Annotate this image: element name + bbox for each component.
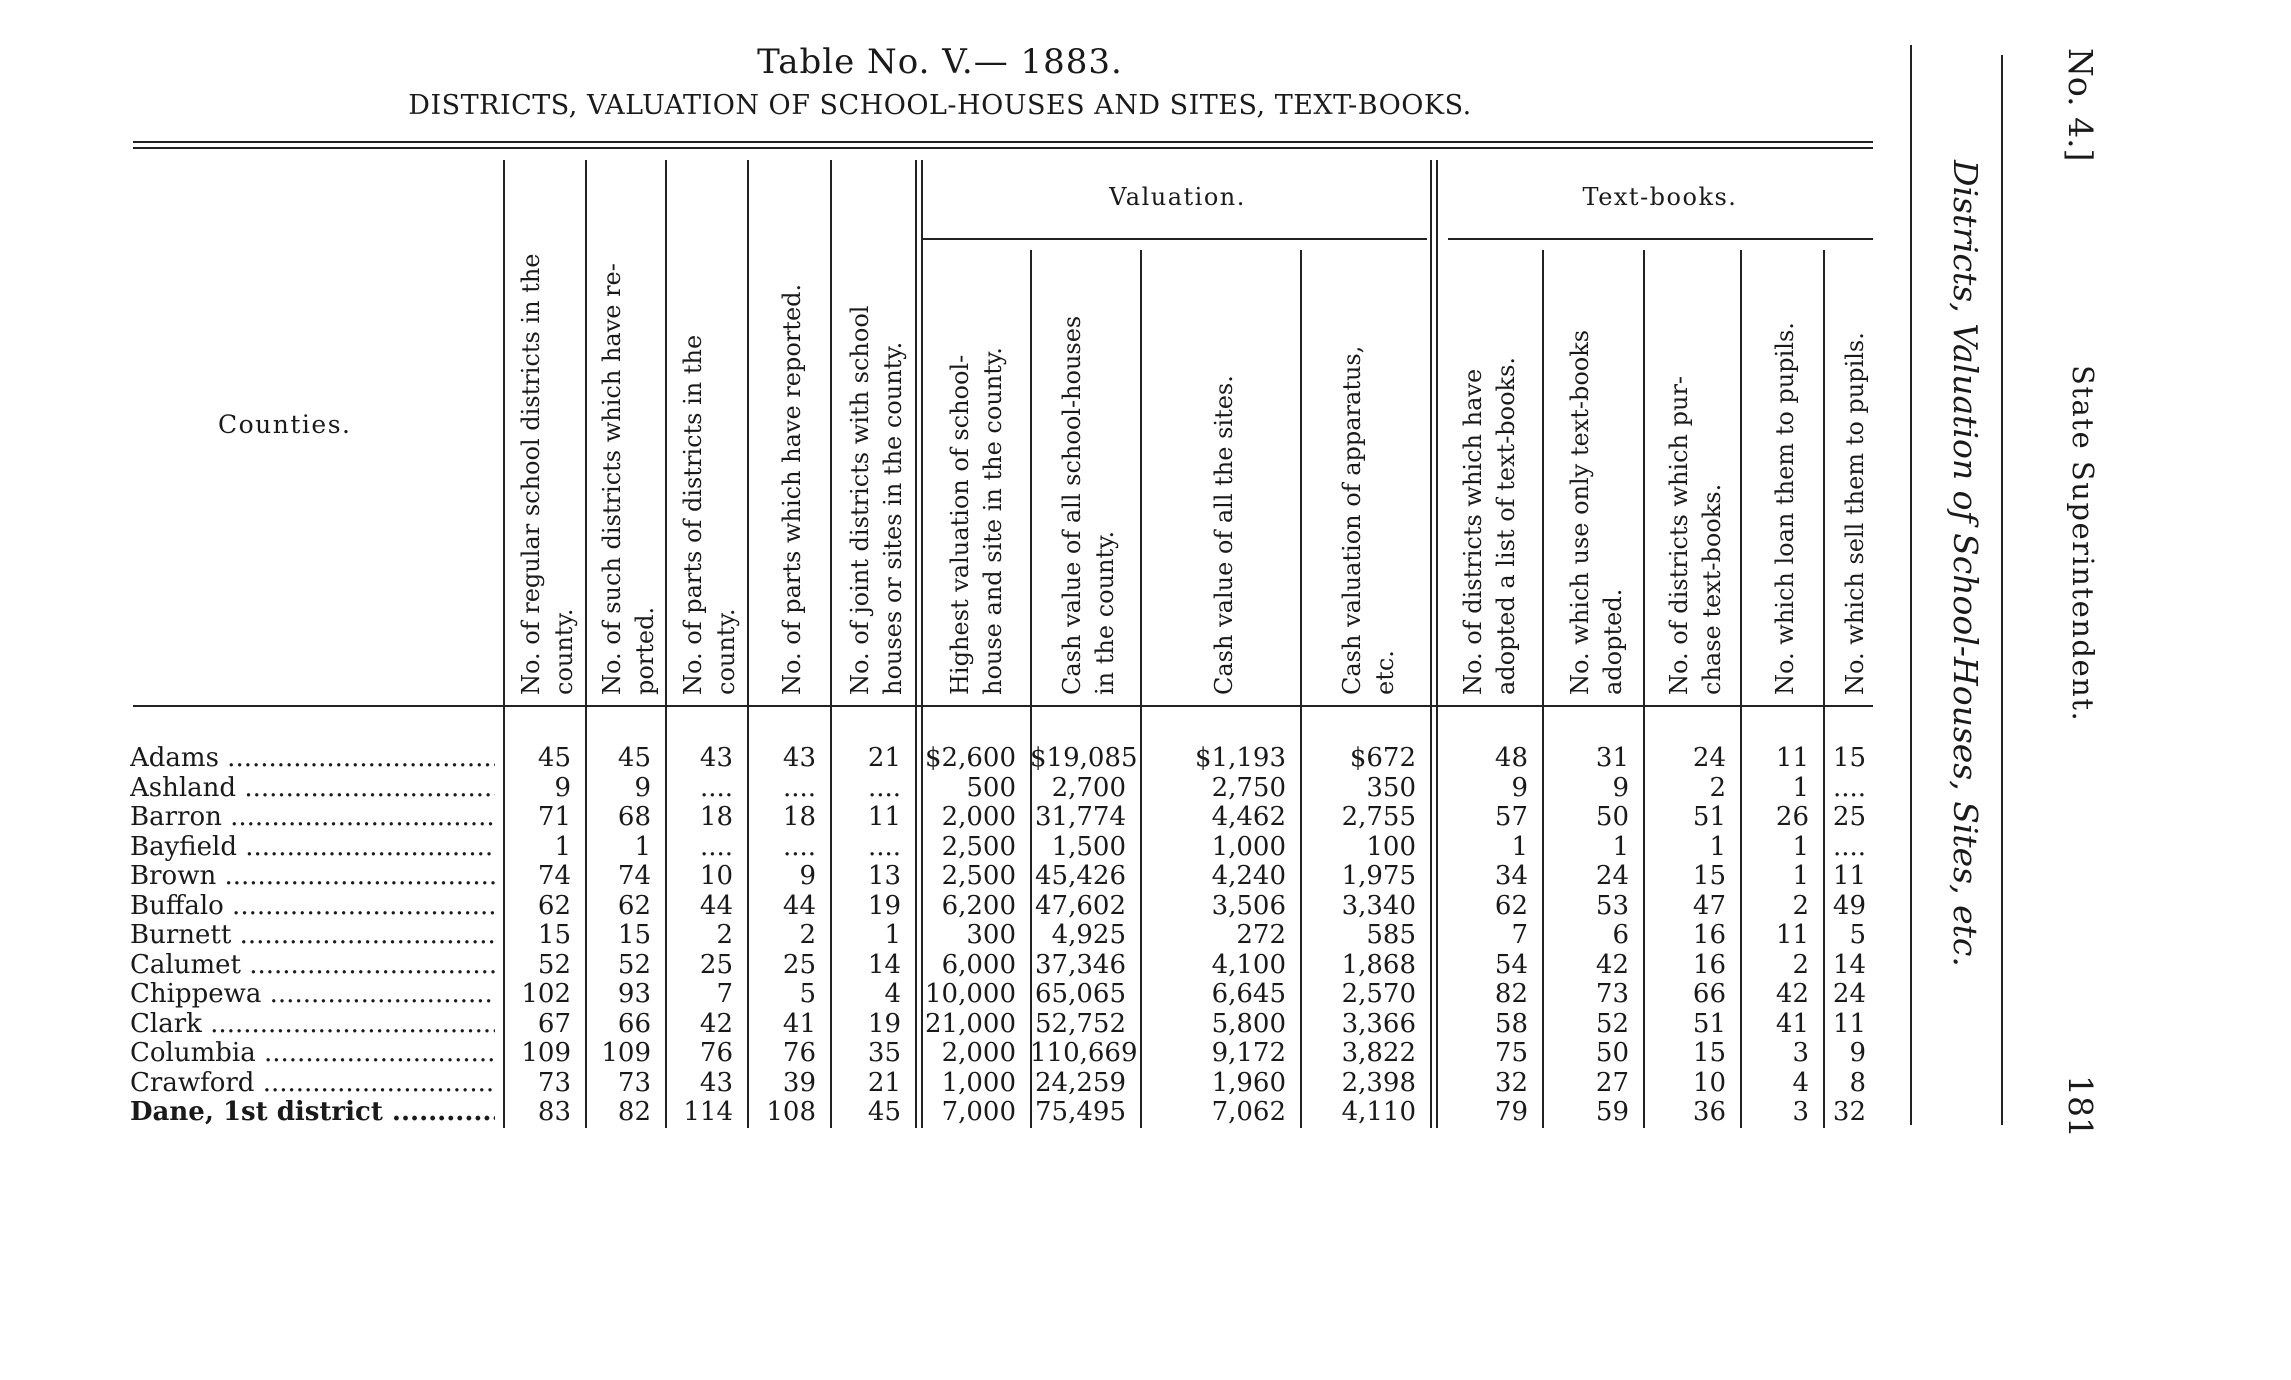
table-cell: 15: [1832, 743, 1866, 773]
column-header-line: No. which loan them to pupils.: [1771, 322, 1799, 695]
table-title: Table No. V.— 1883.: [757, 42, 1123, 82]
column-header-line: Highest valuation of school-: [945, 354, 974, 695]
table-cell: 93: [617, 979, 651, 1009]
table-cell: 1,000: [941, 1067, 1016, 1098]
table-cell: 14: [1832, 949, 1866, 980]
table-cell: 1: [1792, 772, 1809, 803]
table-cell: 3,822: [1341, 1038, 1416, 1068]
county-label: Crawford: [130, 1067, 255, 1098]
table-cell: 2,500: [941, 861, 1016, 891]
column-header: [1663, 376, 1729, 695]
county-name: [130, 920, 495, 950]
table-cell: 4: [884, 979, 901, 1009]
county-label: Buffalo: [130, 890, 224, 921]
table-cell: 83: [537, 1097, 571, 1127]
county-label: Brown: [130, 861, 217, 891]
table-cell: 67: [537, 1008, 571, 1039]
table-cell: 18: [699, 802, 733, 832]
table-cell: $672: [1349, 743, 1416, 773]
table-cell: 26: [1775, 802, 1809, 832]
table-cell: 1: [1511, 831, 1528, 862]
table-cell: 5: [799, 979, 816, 1009]
county-label: Dane, 1st district: [130, 1097, 383, 1127]
table-cell: 9: [1511, 772, 1528, 803]
table-cell: 11: [867, 802, 901, 832]
table-cell: 15: [537, 920, 571, 950]
table-cell: $1,193: [1195, 743, 1286, 773]
table-cell: 73: [537, 1067, 571, 1098]
table-cell: ....: [699, 772, 733, 803]
column-header-line: county.: [550, 608, 578, 695]
table-cell: 4,240: [1211, 861, 1286, 891]
table-cell: 10: [699, 861, 733, 891]
county-name: [130, 979, 495, 1009]
table-cell: 100: [1366, 831, 1416, 862]
group-textbooks: Text-books.: [1582, 183, 1738, 211]
column-header-line: county.: [712, 608, 740, 695]
table-cell: 2,755: [1341, 802, 1416, 832]
table-cell: 32: [1494, 1067, 1528, 1098]
column-header-line: Cash value of all the sites.: [1209, 375, 1238, 695]
table-cell: 43: [782, 743, 816, 773]
table-cell: 44: [699, 890, 733, 921]
column-header: [776, 284, 809, 695]
table-cell: 1,960: [1211, 1067, 1286, 1098]
table-cell: 114: [683, 1097, 733, 1127]
group-valuation: Valuation.: [1109, 183, 1246, 211]
table-cell: 73: [1595, 979, 1629, 1009]
table-cell: 49: [1832, 890, 1866, 921]
table-cell: 109: [521, 1038, 571, 1068]
table-cell: 9: [634, 772, 651, 803]
table-cell: 16: [1692, 920, 1726, 950]
column-header-line: house and site in the county.: [978, 347, 1007, 695]
table-cell: 1: [884, 920, 901, 950]
table-cell: 1: [1709, 831, 1726, 862]
table-cell: 31: [1595, 743, 1629, 773]
table-cell: 73: [617, 1067, 651, 1098]
county-name: [130, 1038, 495, 1068]
table-cell: 3: [1792, 1038, 1809, 1068]
table-cell: 27: [1595, 1067, 1629, 1098]
table-cell: 75,495: [1035, 1097, 1126, 1127]
table-cell: 82: [617, 1097, 651, 1127]
table-cell: 42: [1775, 979, 1809, 1009]
table-cell: 39: [782, 1067, 816, 1098]
table-cell: 9,172: [1211, 1038, 1286, 1068]
table-cell: 1: [554, 831, 571, 862]
table-cell: 32: [1832, 1097, 1866, 1127]
table-cell: 25: [699, 949, 733, 980]
table-cell: 2: [799, 920, 816, 950]
table-cell: 19: [867, 890, 901, 921]
county-label: Columbia: [130, 1038, 256, 1068]
table-cell: 25: [782, 949, 816, 980]
table-cell: 11: [1832, 1008, 1866, 1039]
running-head: State Superintendent.: [2066, 365, 2100, 723]
table-cell: 11: [1832, 861, 1866, 891]
column-header: [844, 306, 910, 695]
table-cell: 50: [1595, 802, 1629, 832]
table-cell: 76: [699, 1038, 733, 1068]
column-header: [596, 263, 662, 695]
column-header-line: No. of districts which have: [1459, 368, 1487, 695]
table-cell: 13: [867, 861, 901, 891]
table-cell: 44: [782, 890, 816, 921]
table-cell: ....: [1832, 831, 1866, 862]
table-cell: 68: [617, 802, 651, 832]
table-cell: 2: [716, 920, 733, 950]
table-cell: 4,100: [1211, 949, 1286, 980]
table-cell: 1: [1792, 831, 1809, 862]
table-cell: 1: [1792, 861, 1809, 891]
table-cell: 3,366: [1341, 1008, 1416, 1039]
table-cell: 1,500: [1051, 831, 1126, 862]
table-cell: 7: [1511, 920, 1528, 950]
table-cell: 58: [1494, 1008, 1528, 1039]
county-name: [130, 950, 495, 980]
table-cell: $19,085: [1030, 743, 1138, 773]
county-name: [130, 832, 495, 862]
county-label: Barron: [130, 802, 222, 832]
table-cell: 50: [1595, 1038, 1629, 1068]
table-cell: 43: [699, 1067, 733, 1098]
table-cell: 300: [966, 920, 1016, 950]
column-header-line: No. of parts which have reported.: [778, 283, 806, 695]
counties-header: Counties.: [218, 410, 352, 439]
table-cell: 110,669: [1030, 1038, 1138, 1068]
table-cell: 52: [537, 949, 571, 980]
margin-rule-2: [2001, 55, 2003, 1125]
column-header-line: in the county.: [1091, 530, 1119, 695]
table-cell: 24,259: [1035, 1067, 1126, 1098]
valuation-group-rule: [922, 238, 1427, 240]
table-cell: 4,462: [1211, 802, 1286, 832]
table-cell: 51: [1692, 802, 1726, 832]
table-cell: 59: [1595, 1097, 1629, 1127]
table-cell: 102: [521, 979, 571, 1009]
table-cell: 6,645: [1211, 979, 1286, 1009]
table-cell: 2,750: [1211, 772, 1286, 803]
column-header: [1457, 357, 1523, 695]
doc-number: No. 4.]: [2061, 48, 2100, 162]
county-name: [130, 1009, 495, 1039]
table-cell: ....: [1832, 772, 1866, 803]
table-cell: 10,000: [925, 979, 1016, 1009]
table-cell: 2,000: [941, 802, 1016, 832]
county-label: Clark: [130, 1008, 202, 1039]
table-cell: 53: [1595, 890, 1629, 921]
column-header-line: No. of joint districts with school: [845, 305, 874, 695]
table-cell: 41: [1775, 1008, 1809, 1039]
column-header-line: adopted.: [1598, 588, 1627, 695]
county-label: Adams: [130, 743, 219, 773]
table-cell: 25: [1832, 802, 1866, 832]
county-label: Burnett: [130, 920, 232, 950]
table-cell: 54: [1494, 949, 1528, 980]
column-header-line: No. which use only text-books: [1565, 329, 1594, 695]
table-cell: 6,000: [941, 949, 1016, 980]
table-cell: 74: [617, 861, 651, 891]
table-cell: 15: [1692, 1038, 1726, 1068]
column-header-line: ported.: [631, 606, 659, 695]
table-cell: 109: [601, 1038, 651, 1068]
table-cell: 2,570: [1341, 979, 1416, 1009]
table-cell: 9: [799, 861, 816, 891]
table-cell: 66: [1692, 979, 1726, 1009]
table-cell: 45,426: [1035, 861, 1126, 891]
table-cell: 11: [1775, 743, 1809, 773]
table-cell: 76: [782, 1038, 816, 1068]
top-rule-2: [133, 147, 1873, 149]
table-cell: ....: [867, 831, 901, 862]
county-name: [130, 743, 495, 773]
table-cell: 2,500: [941, 831, 1016, 862]
county-name: [130, 1097, 495, 1127]
table-cell: 3,340: [1341, 890, 1416, 921]
column-header: [1336, 346, 1402, 695]
table-cell: ....: [699, 831, 733, 862]
table-cell: 18: [782, 802, 816, 832]
sidebar-italic-title: Districts, Valuation of School-Houses, Sites, etc.: [1946, 160, 1985, 967]
table-cell: 1: [634, 831, 651, 862]
table-cell: 37,346: [1035, 949, 1126, 980]
textbooks-group-rule: [1448, 238, 1873, 240]
county-name: [130, 861, 495, 891]
page-number: 181: [2061, 1075, 2100, 1138]
county-name: [130, 773, 495, 803]
table-cell: 11: [1775, 920, 1809, 950]
table-cell: 108: [766, 1097, 816, 1127]
table-cell: 82: [1494, 979, 1528, 1009]
table-cell: 47,602: [1035, 890, 1126, 921]
table-cell: 7,000: [941, 1097, 1016, 1127]
table-cell: 66: [617, 1008, 651, 1039]
column-header: [944, 347, 1010, 695]
table-cell: 5: [1849, 920, 1866, 950]
table-cell: 9: [554, 772, 571, 803]
table-cell: 75: [1494, 1038, 1528, 1068]
table-cell: 24: [1595, 861, 1629, 891]
table-cell: 7: [716, 979, 733, 1009]
table-cell: 47: [1692, 890, 1726, 921]
column-header: [515, 254, 581, 696]
table-cell: 1,868: [1341, 949, 1416, 980]
top-rule: [133, 141, 1873, 143]
table-cell: ....: [782, 831, 816, 862]
table-cell: 2: [1792, 949, 1809, 980]
table-cell: 2: [1792, 890, 1809, 921]
table-cell: 6,200: [941, 890, 1016, 921]
column-header-line: No. of such districts which have re-: [598, 263, 626, 695]
margin-rule-1: [1910, 45, 1912, 1125]
table-cell: 42: [699, 1008, 733, 1039]
table-cell: 1,000: [1211, 831, 1286, 862]
table-cell: 52: [1595, 1008, 1629, 1039]
table-cell: 41: [782, 1008, 816, 1039]
table-cell: 8: [1849, 1067, 1866, 1098]
table-cell: 35: [867, 1038, 901, 1068]
table-cell: 21,000: [925, 1008, 1016, 1039]
table-cell: 14: [867, 949, 901, 980]
column-header-line: houses or sites in the county.: [878, 341, 907, 695]
table-cell: 272: [1236, 920, 1286, 950]
table-cell: 2: [1709, 772, 1726, 803]
table-cell: 71: [537, 802, 571, 832]
table-cell: 43: [699, 743, 733, 773]
column-header: [1208, 375, 1241, 695]
column-header-line: etc.: [1371, 650, 1399, 695]
table-subtitle: DISTRICTS, VALUATION OF SCHOOL-HOUSES AND SITES, TEXT-BOOKS.: [408, 90, 1472, 121]
county-label: Bayfield: [130, 831, 237, 862]
table-cell: 2,700: [1051, 772, 1126, 803]
column-header-line: Cash value of all school-houses: [1058, 315, 1086, 695]
table-cell: 500: [966, 772, 1016, 803]
table-cell: 31,774: [1035, 802, 1126, 832]
table-cell: 4: [1792, 1067, 1809, 1098]
header-bottom-rule: [133, 705, 1873, 707]
table-cell: 15: [1692, 861, 1726, 891]
table-cell: 3,506: [1211, 890, 1286, 921]
table-cell: 350: [1366, 772, 1416, 803]
table-cell: 2,398: [1341, 1067, 1416, 1098]
county-name: [130, 1068, 495, 1098]
table-cell: 19: [867, 1008, 901, 1039]
table-cell: 74: [537, 861, 571, 891]
table-cell: 2,000: [941, 1038, 1016, 1068]
table-cell: 34: [1494, 861, 1528, 891]
table-cell: 4,925: [1051, 920, 1126, 950]
table-cell: ....: [782, 772, 816, 803]
table-cell: 42: [1595, 949, 1629, 980]
table-cell: 65,065: [1035, 979, 1126, 1009]
table-cell: ....: [867, 772, 901, 803]
table-cell: 51: [1692, 1008, 1726, 1039]
table-cell: 1,975: [1341, 861, 1416, 891]
table-cell: 45: [617, 743, 651, 773]
column-header-line: adopted a list of text-books.: [1492, 356, 1520, 695]
county-name: [130, 891, 495, 921]
column-header: [677, 335, 743, 695]
table-cell: 585: [1366, 920, 1416, 950]
table-cell: 24: [1692, 743, 1726, 773]
county-label: Chippewa: [130, 979, 262, 1009]
column-header-line: chase text-books.: [1697, 483, 1726, 695]
table-cell: 9: [1612, 772, 1629, 803]
table-cell: 45: [867, 1097, 901, 1127]
table-cell: 79: [1494, 1097, 1528, 1127]
column-header-line: Cash valuation of apparatus,: [1338, 345, 1366, 695]
county-label: Calumet: [130, 949, 241, 980]
table-cell: 24: [1832, 979, 1866, 1009]
column-header-line: No. of districts which pur-: [1664, 375, 1693, 695]
table-cell: 1: [1612, 831, 1629, 862]
column-header-line: No. which sell them to pupils.: [1841, 332, 1869, 695]
table-cell: 3: [1792, 1097, 1809, 1127]
table-cell: 7,062: [1211, 1097, 1286, 1127]
table-cell: 4,110: [1341, 1097, 1416, 1127]
county-label: Ashland: [130, 772, 237, 803]
table-cell: 45: [537, 743, 571, 773]
column-header-line: No. of regular school districts in the: [517, 253, 545, 695]
table-cell: 21: [867, 743, 901, 773]
table-cell: 62: [617, 890, 651, 921]
table-cell: 10: [1692, 1067, 1726, 1098]
table-cell: 9: [1849, 1038, 1866, 1068]
table-cell: 62: [1494, 890, 1528, 921]
table-cell: 36: [1692, 1097, 1726, 1127]
table-cell: 52,752: [1035, 1008, 1126, 1039]
column-header-line: No. of parts of districts in the: [679, 334, 707, 695]
county-name: [130, 802, 495, 832]
table-cell: 62: [537, 890, 571, 921]
table-cell: 5,800: [1211, 1008, 1286, 1039]
table-cell: 52: [617, 949, 651, 980]
table-cell: 16: [1692, 949, 1726, 980]
table-cell: 57: [1494, 802, 1528, 832]
column-header: [1839, 332, 1872, 695]
table-cell: 21: [867, 1067, 901, 1098]
table-cell: $2,600: [925, 743, 1016, 773]
column-header: [1564, 330, 1630, 695]
table-cell: 15: [617, 920, 651, 950]
column-header: [1056, 316, 1122, 695]
table-cell: 48: [1494, 743, 1528, 773]
column-header: [1769, 322, 1802, 695]
table-cell: 6: [1612, 920, 1629, 950]
